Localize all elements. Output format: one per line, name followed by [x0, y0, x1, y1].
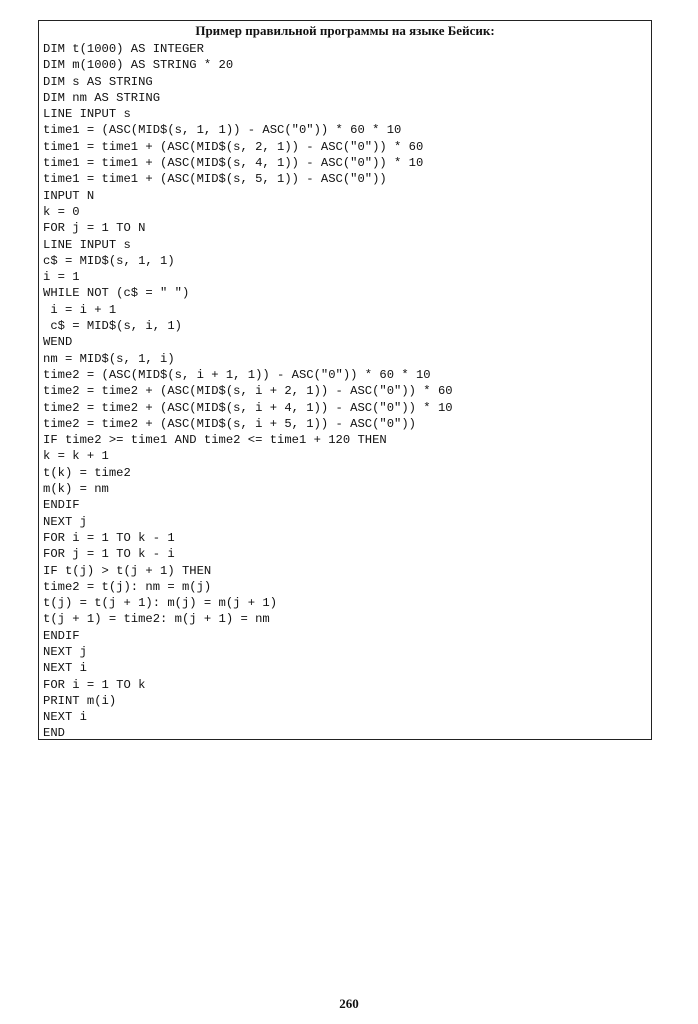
code-line: FOR i = 1 TO k - 1: [43, 530, 175, 545]
code-line: t(j + 1) = time2: m(j + 1) = nm: [43, 612, 270, 627]
code-listing-box: [38, 20, 652, 740]
code-line: time1 = time1 + (ASC(MID$(s, 5, 1)) - ASC("0")): [43, 172, 387, 187]
code-line: WEND: [43, 335, 73, 350]
code-line: NEXT i: [43, 710, 87, 725]
code-line: NEXT i: [43, 661, 87, 676]
code-line: LINE INPUT s: [43, 237, 131, 252]
code-line: c$ = MID$(s, i, 1): [43, 319, 182, 334]
code-line: c$ = MID$(s, 1, 1): [43, 253, 175, 268]
code-line: FOR i = 1 TO k: [43, 677, 146, 692]
code-line: t(j) = t(j + 1): m(j) = m(j + 1): [43, 596, 278, 611]
code-line: nm = MID$(s, 1, i): [43, 351, 175, 366]
code-line: END: [43, 726, 65, 741]
code-line: NEXT j: [43, 514, 87, 529]
code-line: IF t(j) > t(j + 1) THEN: [43, 563, 212, 578]
page-number: 260: [339, 996, 359, 1011]
code-line: PRINT m(i): [43, 693, 117, 708]
code-line: ENDIF: [43, 498, 80, 513]
code-line: DIM m(1000) AS STRING * 20: [43, 58, 234, 73]
code-line: i = i + 1: [43, 302, 117, 317]
code-line: time2 = time2 + (ASC(MID$(s, i + 2, 1)) - ASC("0")) * 60: [43, 384, 453, 399]
code-line: time1 = time1 + (ASC(MID$(s, 2, 1)) - ASC("0")) * 60: [43, 139, 424, 154]
code-line: time2 = t(j): nm = m(j): [43, 579, 212, 594]
code-line: IF time2 >= time1 AND time2 <= time1 + 120 THEN: [43, 433, 387, 448]
code-line: time2 = time2 + (ASC(MID$(s, i + 5, 1)) - ASC("0")): [43, 416, 416, 431]
code-line: NEXT j: [43, 644, 87, 659]
code-line: DIM t(1000) AS INTEGER: [43, 42, 204, 56]
code-line: time1 = time1 + (ASC(MID$(s, 4, 1)) - ASC("0")) * 10: [43, 156, 424, 171]
code-lines: [43, 41, 647, 742]
code-line: k = k + 1: [43, 449, 109, 464]
code-line: i = 1: [43, 270, 80, 285]
code-line: FOR j = 1 TO k - i: [43, 547, 175, 562]
code-line: k = 0: [43, 204, 80, 219]
listing-title: Пример правильной программы на языке Бейсик:: [195, 23, 495, 38]
code-line: t(k) = time2: [43, 465, 131, 480]
code-line: FOR j = 1 TO N: [43, 221, 146, 236]
code-line: time1 = (ASC(MID$(s, 1, 1)) - ASC("0")) * 60 * 10: [43, 123, 402, 138]
code-line: m(k) = nm: [43, 482, 109, 497]
code-line: DIM s AS STRING: [43, 74, 153, 89]
code-line: WHILE NOT (c$ = " "): [43, 286, 190, 301]
code-line: DIM nm AS STRING: [43, 90, 161, 105]
code-line: time2 = time2 + (ASC(MID$(s, i + 4, 1)) - ASC("0")) * 10: [43, 400, 453, 415]
code-line: time2 = (ASC(MID$(s, i + 1, 1)) - ASC("0")) * 60 * 10: [43, 367, 431, 382]
code-line: ENDIF: [43, 628, 80, 643]
code-line: INPUT N: [43, 188, 95, 203]
code-line: LINE INPUT s: [43, 107, 131, 122]
